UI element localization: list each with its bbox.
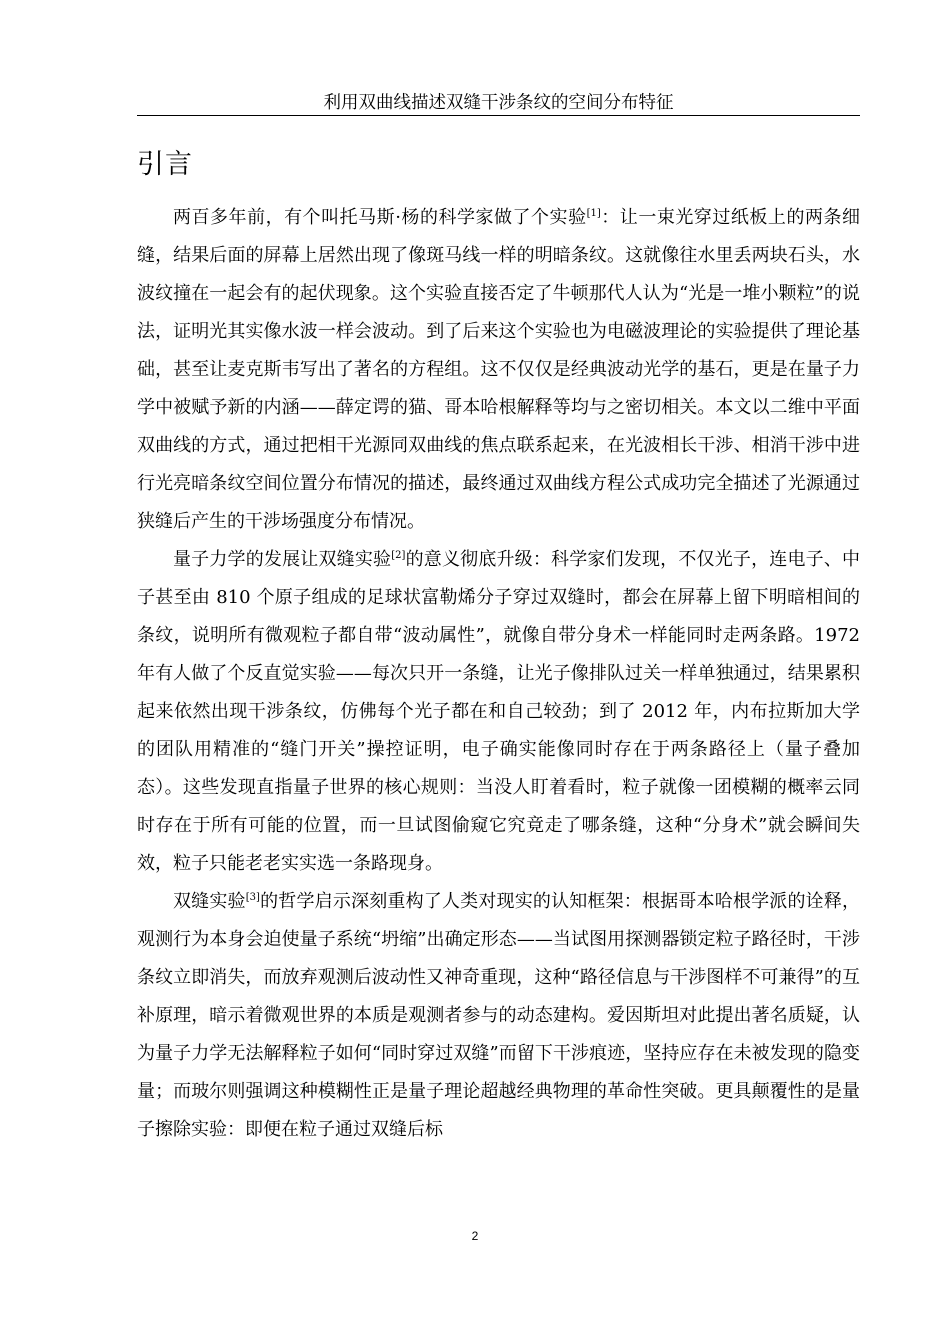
paragraph-1: 两百多年前，有个叫托马斯·杨的科学家做了个实验[1]：让一束光穿过纸板上的两条细缝，结果后面的屏幕上居然出现了像斑马线一样的明暗条纹。这就像往水里丢两块石头，水波纹撞在一起会有的起伏现象。这个实验直接否定了牛顿那代人认为“光是一堆小颗粒”的说法，证明光其实像水波一样会波动。到了后来这个实验也为电磁波理论的实验提供了理论基础，甚至让麦克斯韦写出了著名的方程组。这不仅仅是经典波动光学的基石，更是在量子力学中被赋予新的内涵——薛定谔的猫、哥本哈根解释等均与之密切相关。本文以二维中平面双曲线的方式，通过把相干光源同双曲线的焦点联系起来，在光波相长干涉、相消干涉中进行光亮暗条纹空间位置分布情况的描述，最终通过双曲线方程公式成功完全描述了光源通过狭缝后产生的干涉场强度分布情况。 [137, 207, 860, 532]
running-header [137, 92, 860, 116]
page-number: 2 [471, 1229, 479, 1243]
section-heading: 引言 [137, 149, 193, 180]
running-header-title: 利用双曲线描述双缝干涉条纹的空间分布特征 [323, 93, 674, 113]
citation-ref-3[interactable]: [3] [245, 892, 260, 903]
paragraph-2: 量子力学的发展让双缝实验[2]的意义彻底升级：科学家们发现，不仅光子，连电子、中子甚至由 810 个原子组成的足球状富勒烯分子穿过双缝时，都会在屏幕上留下明暗相间的条纹，说明所有微观粒子都自带“波动属性”，就像自带分身术一样能同时走两条路。1972 年有人做了个反直觉实验——每次只开一条缝，让光子像排队过关一样单独通过，结果累积起来依然出现干涉条纹，仿佛每个光子都在和自己较劲；到了 2012 年，内布拉斯加大学的团队用精准的“缝门开关”操控证明，电子确实能像同时存在于两条路径上（量子叠加态）。这些发现直指量子世界的核心规则：当没人盯着看时，粒子就像一团模糊的概率云同时存在于所有可能的位置，而一旦试图偷窥它究竟走了哪条缝，这种“分身术”就会瞬间失效，粒子只能老老实实选一条路现身。 [137, 549, 861, 874]
body-text [137, 199, 860, 1149]
citation-ref-2[interactable]: [2] [391, 550, 406, 561]
citation-ref-1[interactable]: [1] [586, 208, 601, 219]
paragraph-3: 双缝实验[3]的哲学启示深刻重构了人类对现实的认知框架：根据哥本哈根学派的诠释，观测行为本身会迫使量子系统“坍缩”出确定形态——当试图用探测器锁定粒子路径时，干涉条纹立即消失，而放弃观测后波动性又神奇重现，这种“路径信息与干涉图样不可兼得”的互补原理，暗示着微观世界的本质是观测者参与的动态建构。爱因斯坦对此提出著名质疑，认为量子力学无法解释粒子如何“同时穿过双缝”而留下干涉痕迹，坚持应存在未被发现的隐变量；而玻尔则强调这种模糊性正是量子理论超越经典物理的革命性突破。更具颠覆性的是量子擦除实验：即便在粒子通过双缝后标 [137, 891, 861, 1140]
